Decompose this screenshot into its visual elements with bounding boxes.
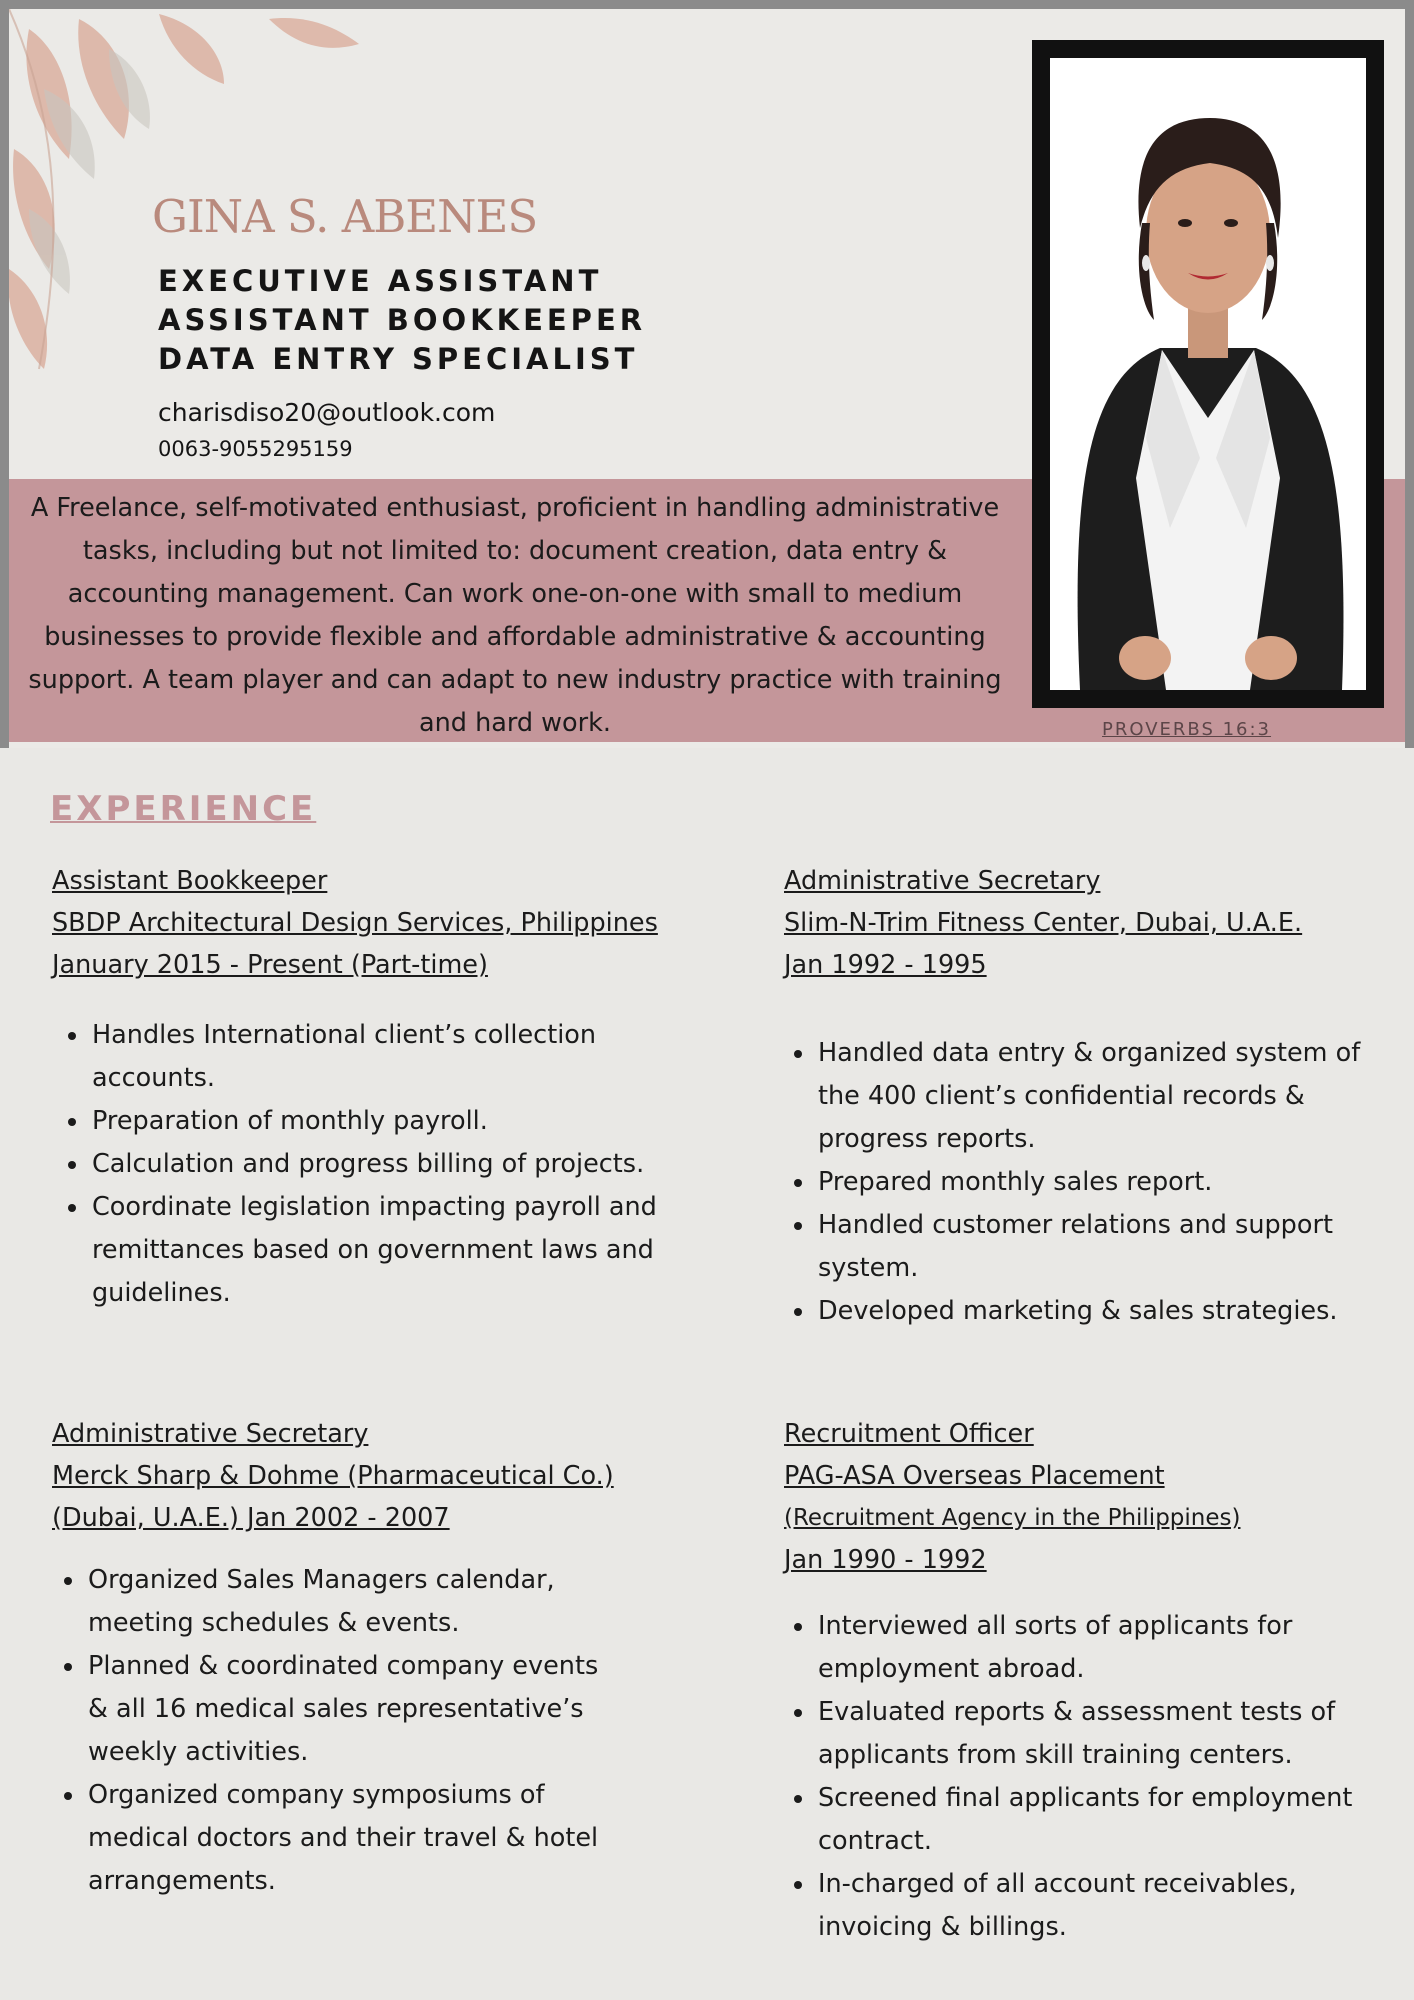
- job-role: Administrative Secretary: [784, 866, 1101, 896]
- experience-entry: [52, 1413, 732, 1903]
- role-title: ASSISTANT BOOKKEEPER: [158, 303, 647, 337]
- job-company: Slim-N-Trim Fitness Center, Dubai, U.A.E.: [784, 908, 1303, 938]
- job-duty: • Organized Sales Managers calendar, meeting schedules & events.: [86, 1559, 626, 1645]
- job-role: Recruitment Officer: [784, 1419, 1034, 1449]
- job-company: Merck Sharp & Dohme (Pharmaceutical Co.): [52, 1461, 614, 1491]
- job-duty: • Handled data entry & organized system of the 400 client’s confidential records & progress reports.: [816, 1032, 1384, 1161]
- email-address: charisdiso20@outlook.com: [158, 398, 496, 427]
- phone-number: 0063-9055295159: [158, 437, 353, 461]
- job-duty: • Handled customer relations and support system.: [816, 1204, 1384, 1290]
- experience-entry: [784, 1413, 1384, 1949]
- portrait-photo: [1050, 58, 1366, 690]
- job-duty: • Organized company symposiums of medical doctors and their travel & hotel arrangements.: [86, 1774, 626, 1903]
- job-company: SBDP Architectural Design Services, Philippines: [52, 908, 658, 938]
- candidate-name: GINA S. ABENES: [152, 190, 538, 243]
- role-title: DATA ENTRY SPECIALIST: [158, 342, 639, 376]
- job-dates: Jan 1992 - 1995: [784, 950, 987, 980]
- proverbs-reference: PROVERBS 16:3: [1102, 719, 1272, 740]
- job-duty: • Screened final applicants for employment contract.: [816, 1777, 1384, 1863]
- job-dates: (Dubai, U.A.E.) Jan 2002 - 2007: [52, 1503, 450, 1533]
- job-duties: [784, 1032, 1384, 1333]
- job-company-note: (Recruitment Agency in the Philippines): [784, 1505, 1241, 1531]
- job-duties: [784, 1605, 1384, 1949]
- job-duty: • Calculation and progress billing of projects.: [90, 1143, 690, 1186]
- job-duty: • Interviewed all sorts of applicants for employment abroad.: [816, 1605, 1384, 1691]
- experience-heading: EXPERIENCE: [50, 789, 317, 829]
- experience-entry: [52, 860, 732, 1315]
- job-dates: Jan 1990 - 1992: [784, 1545, 987, 1575]
- portrait-illustration: [1050, 58, 1366, 690]
- job-duties: [52, 1559, 626, 1903]
- job-duty: • Prepared monthly sales report.: [816, 1161, 1384, 1204]
- job-company: PAG-ASA Overseas Placement: [784, 1461, 1165, 1491]
- job-duty: • In-charged of all account receivables, invoicing & billings.: [816, 1863, 1384, 1949]
- job-duty: • Evaluated reports & assessment tests of applicants from skill training centers.: [816, 1691, 1384, 1777]
- experience-entry: [784, 860, 1384, 1333]
- job-role: Administrative Secretary: [52, 1419, 369, 1449]
- job-dates: January 2015 - Present (Part-time): [52, 950, 488, 980]
- role-titles: [158, 262, 646, 379]
- job-duty: • Preparation of monthly payroll.: [90, 1100, 690, 1143]
- portrait-frame: [1032, 40, 1384, 708]
- job-duty: • Planned & coordinated company events & all 16 medical sales representative’s weekly activities.: [86, 1645, 626, 1774]
- job-duty: • Developed marketing & sales strategies.: [816, 1290, 1384, 1333]
- job-duty: • Handles International client’s collection accounts.: [90, 1014, 690, 1100]
- role-title: EXECUTIVE ASSISTANT: [158, 264, 603, 298]
- job-role: Assistant Bookkeeper: [52, 866, 328, 896]
- summary-text: A Freelance, self-motivated enthusiast, proficient in handling administrative tasks, including but not limited to: document creation, data entry & accounting management. Can work one-on-one with small to medium businesses to provide flexible and affordable administrative & accounting support. A team player and can adapt to new industry practice with training and hard work.: [28, 493, 1002, 738]
- job-duties: [52, 1014, 690, 1315]
- job-duty: • Coordinate legislation impacting payroll and remittances based on government laws and guidelines.: [90, 1186, 690, 1315]
